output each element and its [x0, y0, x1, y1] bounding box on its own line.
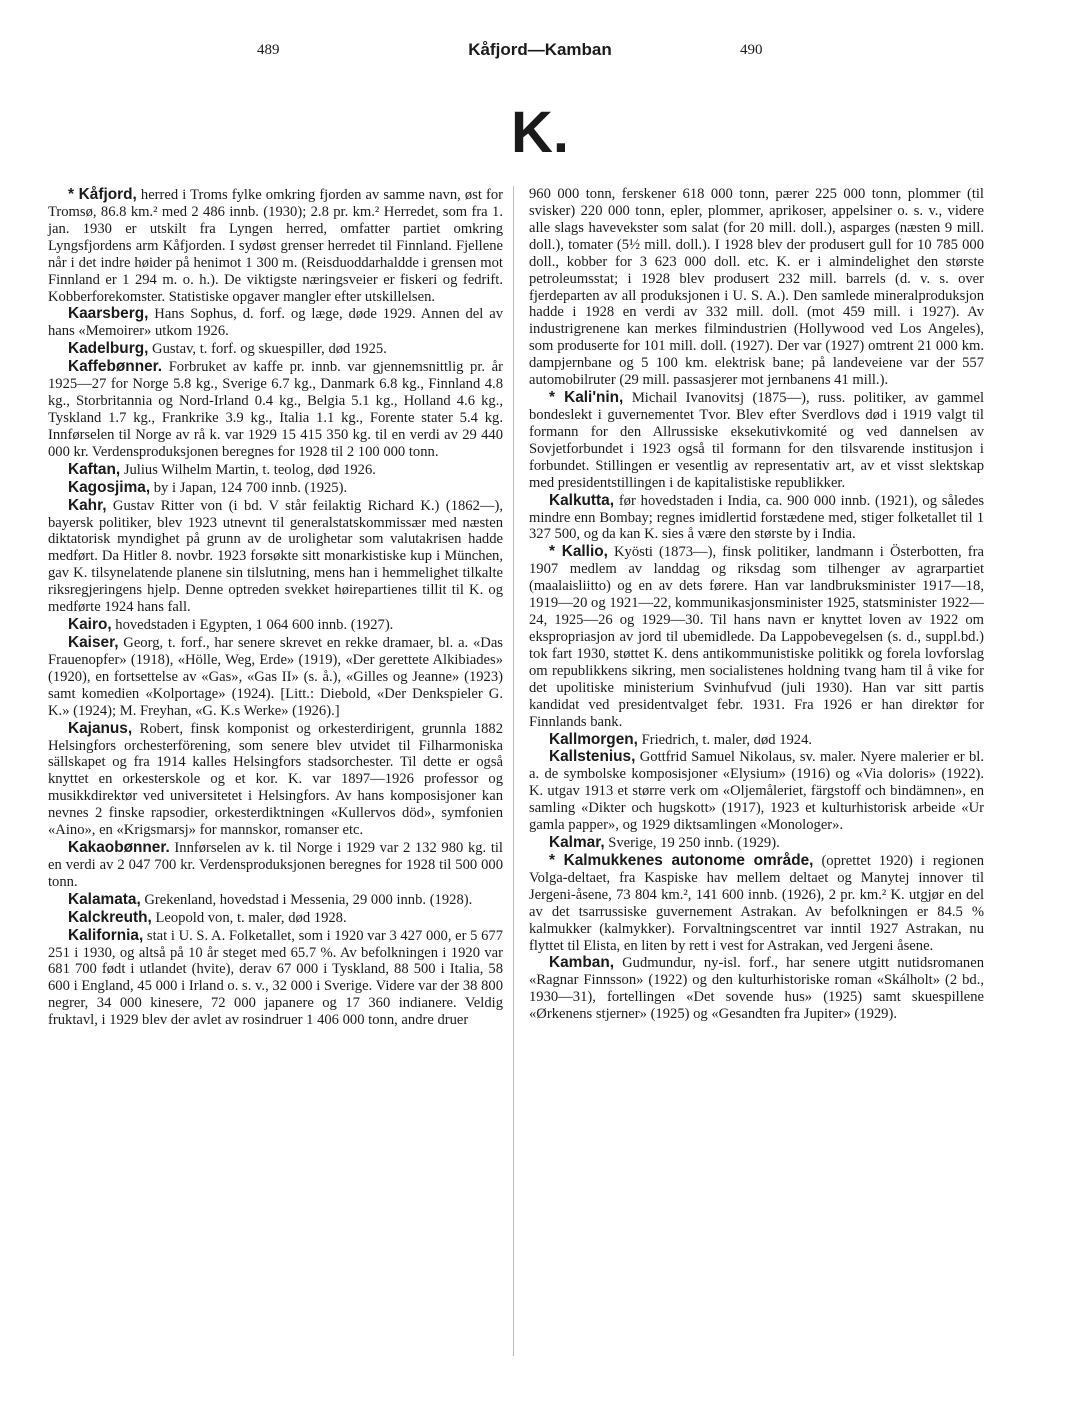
dictionary-entry — [529, 852, 984, 955]
entry-headword: Kalifornia, — [68, 926, 144, 944]
entry-headword: Kakaobønner. — [68, 839, 170, 857]
entry-text: Leopold von, t. maler, død 1928. — [151, 909, 347, 926]
dictionary-entry — [48, 340, 503, 358]
right-column — [529, 186, 984, 1023]
dictionary-entry — [529, 389, 984, 492]
entry-text: Julius Wilhelm Martin, t. teolog, død 1926. — [120, 461, 376, 478]
page-header — [0, 42, 1080, 66]
dictionary-entry — [48, 720, 503, 839]
entry-text: Kyösti (1873—), finsk politiker, landmann i Österbotten, fra 1907 medlem av landdag og riksdag som tilhenger av agrarpartiet (maalaisliitto) og en av dets førere. Han var landbruksminister 1917—18, 1919—20 og 1921—22, kommunikasjonsminister 1925, statsminister 1922—24, 1925—26 og 1929—30. Til hans navn er knyttet loven av 1922 om ekspropriasjon av jord til ubemidlede. Da Lappobevegelsen (s. d., suppl.bd.) tok fart 1930, støttet K. dens antikommunistiske politikk og forela lovforslag om republikkens sikring, men socialistenes holdning tvang ham til å vike for det upolitiske ministerium Svinhufvud (juli 1930). Han var sitt partis kandidat ved presidentvalget febr. 1931. Fra 1926 er han direktør for Finnlands bank. — [529, 544, 984, 730]
left-page-number: 489 — [257, 42, 280, 58]
dictionary-entry — [529, 186, 984, 389]
dictionary-entry — [48, 358, 503, 461]
dictionary-entry — [48, 909, 503, 927]
entry-text: Gustav Ritter von (i bd. V står feilaktig Richard K.) (1862—), bayersk politiker, blev 1923 utnevnt til generalstatskommissær med næsten diktatorisk myndighet på grunn av de urolighetar som valutakrisen hadde medført. Da Hitler 8. novbr. 1923 forsøkte sitt monarkistiske kup i München, gav K. tilsynelatende planene sin tilslutning, mens han i hemmelighet tilkalte riksregjeringens hjelp. Denne optreden svekket høirepartienes tillit til K. og medførte 1924 hans fall. — [48, 497, 503, 616]
entry-text: Gustav, t. forf. og skuespiller, død 1925. — [148, 341, 387, 358]
entry-headword: Kadelburg, — [68, 340, 149, 358]
column-divider — [513, 186, 514, 1356]
entry-headword: * Kåfjord, — [68, 186, 137, 203]
entry-headword: Kallmorgen, — [549, 730, 638, 748]
entry-text: hovedstaden i Egypten, 1 064 600 innb. (1927). — [111, 617, 394, 634]
dictionary-entry — [48, 839, 503, 891]
entry-headword: Kaarsberg, — [68, 305, 149, 323]
dictionary-entry — [529, 492, 984, 544]
dictionary-entry — [529, 748, 984, 834]
dictionary-entry — [48, 891, 503, 909]
dictionary-entry — [529, 731, 984, 749]
dictionary-entry — [48, 927, 503, 1030]
entry-text: Robert, finsk komponist og orkesterdirigent, grunnla 1882 Helsingfors orchesterförening, som senere blev utvidet til Filharmoniska sällskapet og fra 1914 kalles Helsingfors stadsorchester. Til dette er også knyttet en orkesterskole og et kor. K. var 1897—1926 professor og musikkdirektør ved universitetet i Helsingfors. Av hans komposisjoner kan nevnes 2 finske rapsodier, orkesterdiktningen «Kullervos död», symfonien «Aino», en «Krigsmarsj» for mannskor, romanser etc. — [48, 720, 503, 839]
section-letter: K. — [511, 100, 569, 165]
entry-headword: Kalmar, — [549, 834, 605, 852]
entry-text: Grekenland, hovedstad i Messenia, 29 000 innb. (1928). — [140, 891, 473, 908]
dictionary-entry — [529, 543, 984, 730]
entry-headword: * Kali'nin, — [549, 389, 624, 407]
dictionary-entry — [48, 186, 503, 305]
entry-text: 960 000 tonn, ferskener 618 000 tonn, pærer 225 000 tonn, plommer (til svisker) 220 000 tonn, epler, plommer, aprikoser, appelsiner o. s. v., videre alle slags havevekster som salat (for 20 mill. doll.), asparges (næsten 9 mill. doll.), tomater (5½ mill. doll.). I 1928 blev der produsert gull for 10 785 000 doll., kobber for 3 623 000 doll. etc. K. er i almindelighet den største petroleumsstat; i 1928 blev produsert 232 mill. barrels (d. v. s. over fjerdeparten av all produksjonen i U. S. A.). Den samlede mineralproduksjon hadde i 1928 en verdi av 332 mill. doll. (mot 459 mill. i 1927). Av industrigrenene kan merkes filmindustrien (Hollywood ved Los Angeles), som produserte for 101 mill. doll. (1927). Der var (1927) omtrent 21 000 km. dampjernbane og 5 100 km. elektrisk bane; på landeveiene var der 557 automobilruter (29 mill. passasjerer mot jernbanens 41 mill.). — [529, 186, 984, 389]
entry-headword: * Kallio, — [549, 543, 608, 561]
entry-headword: Kalckreuth, — [68, 908, 152, 926]
entry-text: før hovedstaden i India, ca. 900 000 innb. (1921), og således mindre enn Bombay; regnes imidlertid forstædene med, stiger folketallet til 1 327 500, og da kan K. sies å være den største by i India. — [529, 492, 984, 543]
dictionary-entry — [48, 305, 503, 340]
right-page-number: 490 — [740, 42, 763, 58]
entry-headword: Kajanus, — [68, 719, 133, 737]
entry-text: stat i U. S. A. Folketallet, som i 1920 var 3 427 000, er 5 677 251 i 1930, og altså på 10 år steget med 65.7 %. Av befolkningen i 1920 var 681 700 født i utlandet (hvite), derav 67 000 i Tyskland, 88 500 i Italia, 58 600 i England, 45 000 i Irland o. s. v., 32 000 i Sverige. Videre var der 38 800 negrer, 34 000 kinesere, 72 000 japanere og 17 360 indianere. Veldig fruktavl, i 1929 blev der avlet av rosindruer 1 406 000 tonn, andre druer — [48, 927, 503, 1029]
entry-text: herred i Troms fylke omkring fjorden av samme navn, øst for Tromsø, 86.8 km.² med 2 486 innb. (1930); 2.8 pr. km.² Herredet, som fra 1. jan. 1930 er utskilt fra Lyngen herred, omfatter partiet omkring Lyngsfjordens arm Kåfjorden. I sydøst grenser herredet til Finnland. Fjellene når i det indre høider på henimot 1 300 m. (Reisduoddarhaldde i grensen mot Finnland er 1 294 m. o. h.). De viktigste næringsveier er fiskeri og fedrift. Kobberforekomster. Statistiske opgaver mangler efter utskillelsen. — [48, 187, 503, 305]
entry-text: Hans Sophus, d. forf. og læge, døde 1929. Annen del av hans «Memoirer» utkom 1926. — [48, 306, 503, 340]
running-title: Kåfjord—Kamban — [468, 40, 612, 59]
entry-text: Gudmundur, ny-isl. forf., har senere utgitt nutidsromanen «Ragnar Finnsson» (1922) og den kulturhistoriske roman «Skálholt» (2 bd., 1930—31), fortellingen «Det sovende hus» (1925) samt skuespillene «Ørkenens stjerner» (1925) og «Gesandten fra Jupiter» (1929). — [529, 955, 984, 1023]
entry-headword: Kaffebønner. — [68, 358, 163, 376]
entry-headword: Kamban, — [549, 954, 614, 972]
entry-headword: Kairo, — [68, 616, 112, 634]
entry-text: Innførselen av k. til Norge i 1929 var 2 132 980 kg. til en verdi av 2 047 700 kr. Verdensproduksjonen beregnes for 1928 til 500 000 tonn. — [48, 840, 503, 890]
entry-text: Michail Ivanovitsj (1875—), russ. politiker, av gammel bondeslekt i guvernementet Tvor. Blev efter Sverdlovs død i 1919 valgt til formann for den Allrussiske eksekutivkomité og ved dannelsen av Sovjetforbundet i 1923 også til formann for den tilsvarende institusjon i forbundet. Stillingen er vesentlig av representativ art, av et visst slektskap med presidentstillingen i de kapitalistiske republikker. — [529, 390, 985, 491]
entry-text: Sverige, 19 250 innb. (1929). — [604, 835, 780, 852]
entry-headword: Kalkutta, — [549, 491, 614, 509]
dictionary-entry — [48, 634, 503, 720]
dictionary-entry — [48, 479, 503, 497]
entry-headword: Kagosjima, — [68, 478, 151, 496]
entry-text: (oprettet 1920) i regionen Volga-deltaet, fra Kaspiske hav mellem deltaet og Manytej innover til Jergeni-åsene, 73 804 km.², 141 600 innb. (1926), 2 pr. km.² K. utgjør en del av det tsarrussiske guvernement Astrakan. Av befolkningen er 84.5 % kalmukker (kalmykker). Forvaltningscentret var inntil 1927 Astrakan, nu flyttet til Elista, en liten by rett i vest for Astrakan, ved Jergeni åsene. — [529, 852, 984, 954]
dictionary-entry — [48, 497, 503, 616]
entry-headword: * Kalmukkenes autonome område, — [549, 851, 814, 869]
dictionary-entry — [529, 834, 984, 852]
entry-headword: Kahr, — [68, 496, 107, 514]
entry-headword: Kaftan, — [68, 460, 121, 478]
left-column — [48, 186, 503, 1029]
entry-text: Forbruket av kaffe pr. innb. var gjennemsnittlig pr. år 1925—27 for Norge 5.8 kg., Sverige 6.7 kg., Danmark 6.8 kg., Finnland 4.8 kg., Storbritannia og Nord-Irland 0.4 kg., Belgia 5.1 kg., Holland 4.6 kg., Tyskland 1.7 kg., Frankrike 3.9 kg., Italia 1.1 kg., Forente stater 5.4 kg. Innførselen til Norge av rå k. var 1929 15 415 350 kg. til en verdi av 29 440 000 kr. Verdensproduksjonen beregnes for 1928 til 2 100 000 tonn. — [48, 359, 503, 460]
entry-text: Gottfrid Samuel Nikolaus, sv. maler. Nyere malerier er bl. a. de symbolske komposisjoner «Elysium» (1916) og «Via doloris» (1922). K. utgav 1913 et større verk om «Oljemåleriet, färgstoff och bindämnen», en samling «Dikter och hugskott» (1917), 1923 et kulturhistorisk arbeide «Ur gamla papper», og 1929 diktsamlingen «Monologer». — [529, 749, 984, 834]
dictionary-entry — [48, 616, 503, 634]
entry-text: by i Japan, 124 700 innb. (1925). — [150, 479, 348, 496]
dictionary-entry — [529, 954, 984, 1023]
entry-headword: Kalamata, — [68, 890, 141, 908]
entry-text: Georg, t. forf., har senere skrevet en rekke dramaer, bl. a. «Das Frauenopfer» (1918), «Hölle, Weg, Erde» (1919), «Der gerettete Alkibiades» (1920), en fortsettelse av «Gas», «Gas II» (s. å.), «Gilles og Jeanne» (1923) samt komedien «Kolportage» (1924). [Litt.: Diebold, «Der Denkspieler G. K.» (1924); M. Freyhan, «G. K.s Werke» (1926).] — [48, 634, 503, 719]
entry-headword: Kallstenius, — [549, 748, 636, 766]
entry-headword: Kaiser, — [68, 633, 119, 651]
entry-text: Friedrich, t. maler, død 1924. — [637, 731, 813, 748]
dictionary-entry — [48, 461, 503, 479]
